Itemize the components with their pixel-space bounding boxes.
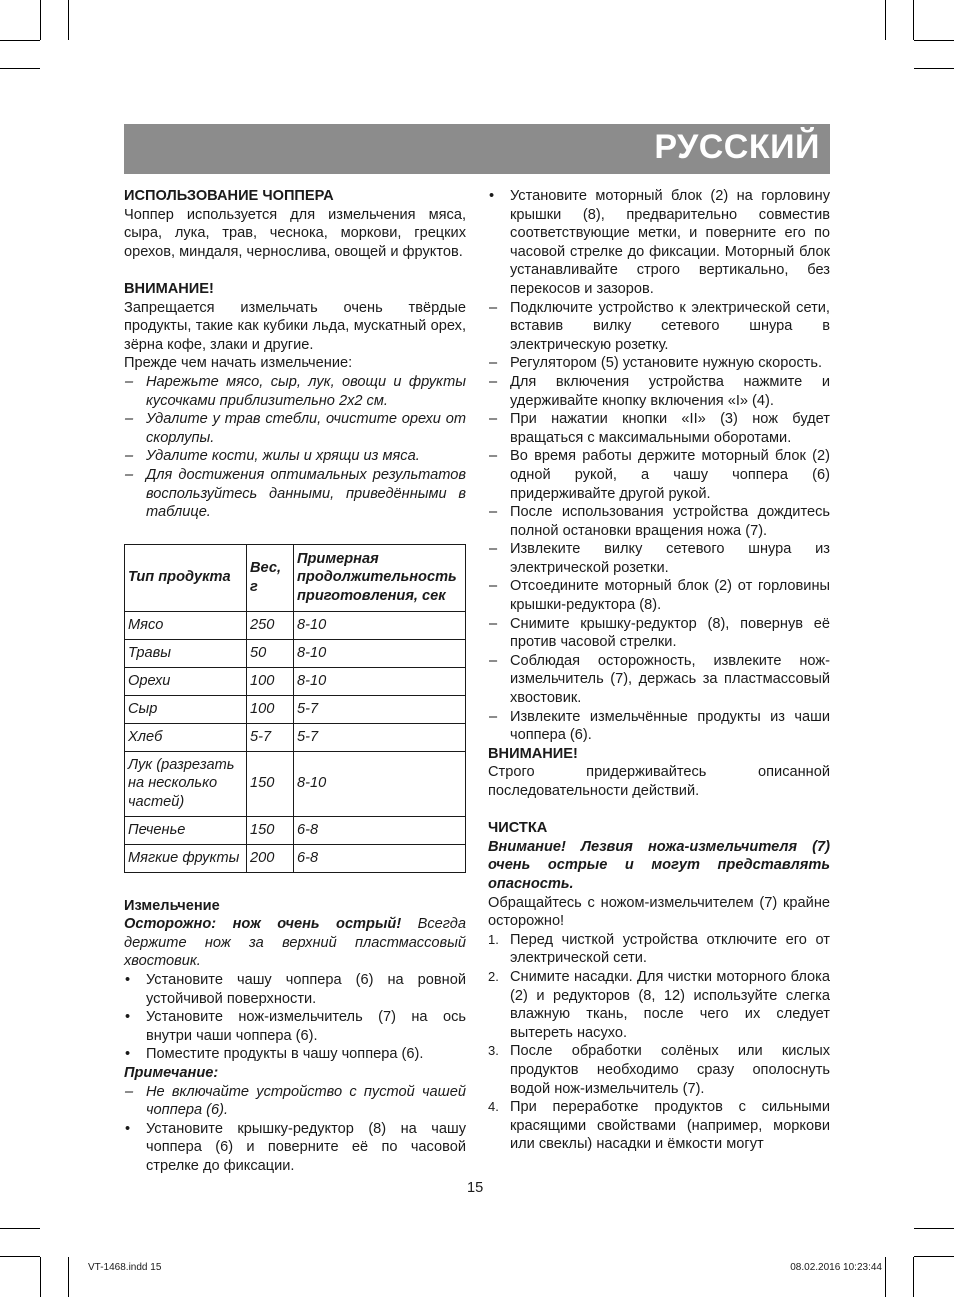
list-item: • Установите чашу чоппера (6) на ровной устойчивой поверхности. [125,972,466,1007]
table-cell: 150 [247,751,294,816]
table-cell: 8-10 [294,751,466,816]
table-row [125,639,466,667]
table-cell: Травы [125,639,247,667]
table-row [125,751,466,816]
language-banner [124,124,830,174]
crop-mark [913,1257,914,1297]
crop-mark [914,68,954,69]
banner-title: РУССКИЙ [654,128,820,166]
list-item: 3. После обработки солёных или кислых продуктов необходимо сразу ополоснуть водой нож-измельчитель (7). [488,1043,830,1097]
list-item: 1. Перед чисткой устройства отключите его от электрической сети. [488,931,830,967]
table-cell: 6-8 [294,844,466,872]
crop-mark [914,1228,954,1229]
warning2-heading: ВНИМАНИЕ! [488,745,578,762]
list-item: – Соблюдая осторожность, извлеките нож-измельчитель (7), держась за пластмассовый хвостовик. [489,652,830,707]
list-item: – Удалите кости, жилы и хрящи из мяса. [125,448,420,465]
warning-heading: ВНИМАНИЕ! [124,280,214,297]
list-item: – Для достижения оптимальных результатов воспользуйтесь данными, приведёнными в таблице. [125,466,466,521]
table-cell: 150 [247,816,294,844]
grind-list [124,971,466,1064]
clean-paragraph: Обращайтесь с ножом-измельчителем (7) крайне осторожно! [488,894,830,930]
clean-warning: Внимание! Лезвия ножа-измельчителя (7) очень острые и могут представлять опасность. [488,838,830,892]
crop-mark [913,0,914,40]
crop-mark [914,1256,954,1257]
assembly-list [488,187,830,745]
table-row [125,667,466,695]
usage-paragraph: Чоппер используется для измельчения мяса, сыра, лука, трав, чеснока, моркови, грецких орехов, миндаля, чернослива, овощей и фруктов. [124,206,466,260]
table-cell: Мясо [125,611,247,639]
table-row [125,611,466,639]
list-item: – Для включения устройства нажмите и удерживайте кнопку включения «I» (4). [489,373,830,409]
page-number: 15 [467,1180,484,1196]
crop-mark [0,68,40,69]
table-row [125,723,466,751]
table-cell: 200 [247,844,294,872]
prep-list [124,373,466,522]
left-column [124,187,466,1176]
table-cell: Сыр [125,695,247,723]
table-cell: 100 [247,695,294,723]
footer-file: VT-1468.indd 15 [88,1262,162,1273]
list-item: – После использования устройства дождитесь полной остановки вращения ножа (7). [489,504,830,539]
list-item: – Удалите у трав стебли, очистите орехи от скорлупы. [125,411,466,446]
crop-mark [0,40,40,41]
table-cell: 8-10 [294,611,466,639]
crop-mark [914,40,954,41]
list-item: – Регулятором (5) установите нужную скорость. [489,355,823,372]
crop-mark [0,1256,40,1257]
list-item: – Отсоедините моторный блок (2) от горловины крышки-редуктора (8). [489,578,830,614]
usage-heading: ИСПОЛЬЗОВАНИЕ ЧОППЕРА [124,188,334,204]
table-cell: 8-10 [294,667,466,695]
table-cell: 5-7 [294,695,466,723]
list-item: 2. Снимите насадки. Для чистки моторного блока (2) и редукторов (8, 12) используйте слегка влажную ткань, после чего их следует вытереть насухо. [488,968,830,1041]
table-cell: 6-8 [294,816,466,844]
list-item: • Установите нож-измельчитель (7) на ось внутри чаши чоппера (6). [125,1009,466,1044]
table-header-row [125,544,466,611]
note-heading: Примечание: [124,1065,219,1082]
list-item: – Не включайте устройство с пустой чашей чоппера (6). [125,1083,466,1119]
table-cell: 5-7 [247,723,294,751]
right-column [488,187,830,1154]
warning2-paragraph: Строго придерживайтесь описанной последовательности действий. [488,764,830,799]
list-item: – Извлеките измельчённые продукты из чаши чоппера (6). [489,708,830,744]
clean-heading: ЧИСТКА [488,820,548,837]
table-cell: 5-7 [294,723,466,751]
crop-mark [68,0,69,40]
list-item: • Установите крышку-редуктор (8) на чашу чоппера (6) и поверните её по часовой стрелке до фиксации. [125,1120,466,1174]
table-cell: Печенье [125,816,247,844]
list-item: – При нажатии кнопки «II» (3) нож будет вращаться с максимальными оборотами. [489,411,830,446]
crop-mark [0,1228,40,1229]
table-cell: 250 [247,611,294,639]
list-item: – Во время работы держите моторный блок (2) одной рукой, а чашу чоппера (6) придерживайте другой рукой. [489,448,830,502]
table-cell: 8-10 [294,639,466,667]
table-row [125,844,466,872]
list-item: – Извлеките вилку сетевого шнура из электрической розетки. [489,541,830,576]
crop-mark [885,0,886,40]
list-item: • Поместите продукты в чашу чоппера (6). [125,1046,424,1063]
crop-mark [40,1257,41,1297]
table-header: Примерная продолжительность приготовления, сек [294,544,466,611]
grind-heading: Измельчение [124,897,220,914]
list-item: – Подключите устройство к электрической сети, вставив вилку сетевого шнура в электрическую розетку. [489,299,830,353]
table-cell: Хлеб [125,723,247,751]
clean-steps [488,931,830,1154]
table-header: Тип продукта [125,544,247,611]
table-cell: Орехи [125,667,247,695]
crop-mark [68,1257,69,1297]
list-item: • Установите моторный блок (2) на горловину крышки (8), предварительно совместив соответствующие метки, и поверните его по часовой стрелке до фиксации. Моторный блок устанавливайте строго вертикально, без перекосов и зазоров. [489,188,830,297]
timing-table [124,544,466,873]
footer-date: 08.02.2016 10:23:44 [790,1262,882,1273]
grind-caution: Осторожно: нож очень острый! Всегда держите нож за верхний пластмассовый хвостовик. [124,916,466,970]
table-header: Вес, г [247,544,294,611]
table-cell: 50 [247,639,294,667]
table-row [125,816,466,844]
table-cell: 100 [247,667,294,695]
table-cell: Мягкие фрукты [125,844,247,872]
list-item: – Нарежьте мясо, сыр, лук, овощи и фрукты кусочками приблизительно 2х2 см. [125,373,466,409]
list-item: – Снимите крышку-редуктор (8), повернув её против часовой стрелки. [489,615,830,651]
list-item: 4. При переработке продуктов с сильными красящими свойствами (например, моркови или свеклы) насадки и ёмкости могут [488,1099,830,1153]
before-paragraph: Прежде чем начать измельчение: [124,355,353,372]
table-row [125,695,466,723]
crop-mark [885,1257,886,1297]
warning-paragraph: Запрещается измельчать очень твёрдые продукты, такие как кубики льда, мускатный орех, зёрна кофе, злаки и другие. [124,299,466,353]
note-list [124,1083,466,1176]
table-cell: Лук (разрезать на несколько частей) [125,751,247,816]
crop-mark [40,0,41,40]
